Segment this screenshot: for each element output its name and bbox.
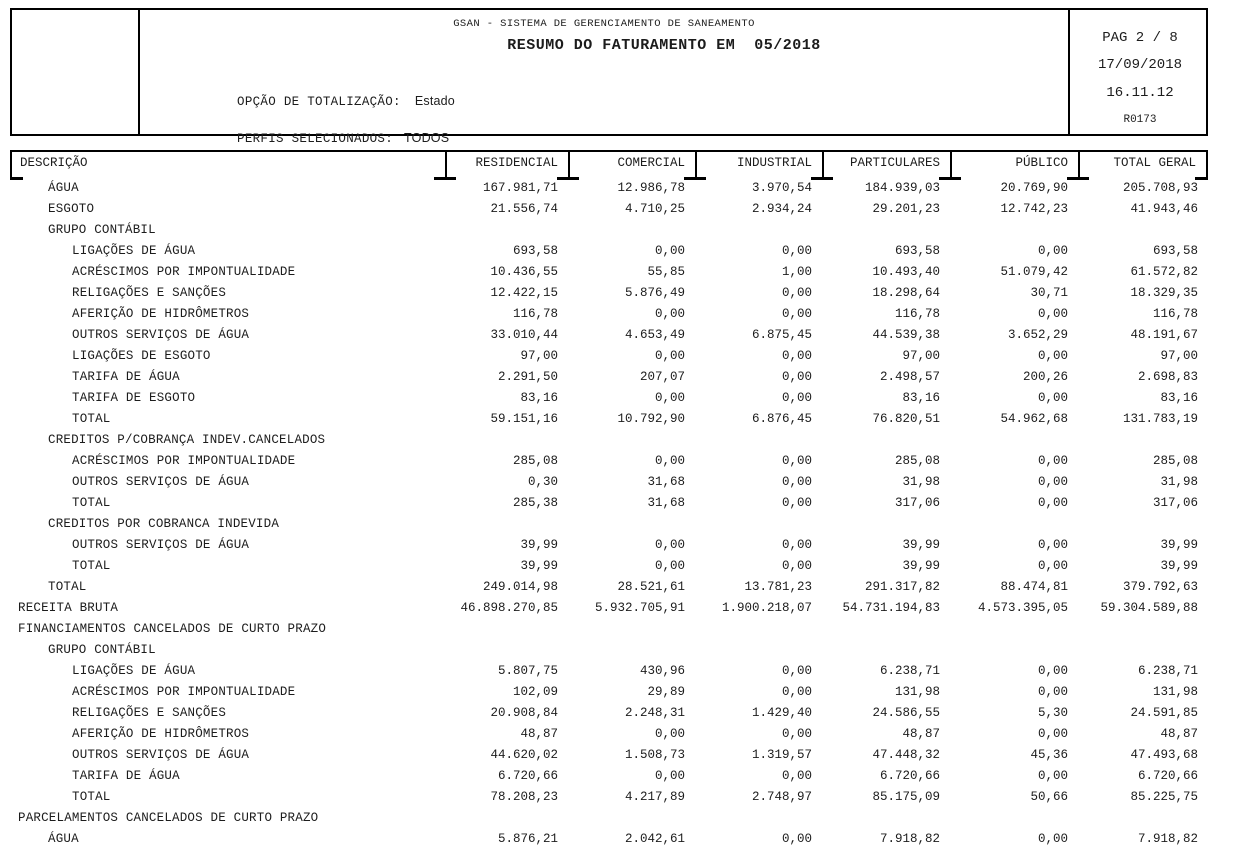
cell-residencial xyxy=(445,640,568,661)
report-time: 16.11.12 xyxy=(1106,85,1174,101)
table-row xyxy=(10,241,1208,262)
cell-industrial: 6.876,45 xyxy=(751,412,812,426)
row-label: ESGOTO xyxy=(48,202,95,216)
cell-publico: 0,00 xyxy=(1037,391,1068,405)
cell-industrial: 0,00 xyxy=(781,454,812,468)
cell-publico xyxy=(950,430,1078,451)
cell-residencial: 116,78 xyxy=(512,307,558,321)
cell-residencial: 5.807,75 xyxy=(497,664,558,678)
cell-comercial: 430,96 xyxy=(639,664,685,678)
cell-comercial: 0,00 xyxy=(654,244,685,258)
row-label: LIGAÇÕES DE ÁGUA xyxy=(72,664,196,678)
cell-publico: 0,00 xyxy=(1037,244,1068,258)
cell-industrial: 0,00 xyxy=(781,391,812,405)
cell-publico: 45,36 xyxy=(1030,748,1068,762)
cell-industrial: 1.429,40 xyxy=(751,706,812,720)
row-label: AFERIÇÃO DE HIDRÔMETROS xyxy=(72,307,250,321)
row-label: OUTROS SERVIÇOS DE ÁGUA xyxy=(72,328,250,342)
row-label: ÁGUA xyxy=(48,181,79,195)
table-row xyxy=(10,598,1208,619)
cell-residencial: 39,99 xyxy=(520,559,558,573)
table-row xyxy=(10,766,1208,787)
cell-particulares xyxy=(822,640,950,661)
table-row xyxy=(10,703,1208,724)
cell-comercial: 0,00 xyxy=(654,538,685,552)
cell-industrial: 0,00 xyxy=(781,727,812,741)
cell-industrial xyxy=(695,514,822,535)
cell-publico: 88.474,81 xyxy=(1000,580,1068,594)
cell-industrial: 0,00 xyxy=(781,685,812,699)
header-center-panel xyxy=(140,10,1068,146)
row-label: TOTAL xyxy=(72,790,111,804)
cell-residencial: 48,87 xyxy=(520,727,558,741)
cell-particulares: 291.317,82 xyxy=(864,580,940,594)
cell-residencial: 285,08 xyxy=(512,454,558,468)
cell-industrial: 6.875,45 xyxy=(751,328,812,342)
table-row xyxy=(10,388,1208,409)
table-row xyxy=(10,745,1208,766)
cell-industrial xyxy=(695,220,822,241)
cell-particulares: 693,58 xyxy=(894,244,940,258)
cell-particulares: 285,08 xyxy=(894,454,940,468)
cell-total-geral: 18.329,35 xyxy=(1130,286,1198,300)
table-row xyxy=(10,640,1208,661)
cell-particulares: 31,98 xyxy=(902,475,940,489)
cell-residencial: 0,30 xyxy=(527,475,558,489)
cell-publico: 51.079,42 xyxy=(1000,265,1068,279)
cell-residencial xyxy=(445,220,568,241)
cell-total-geral: 693,58 xyxy=(1152,244,1198,258)
table-row xyxy=(10,514,1208,535)
cell-comercial xyxy=(568,220,695,241)
cell-total-geral: 61.572,82 xyxy=(1130,265,1198,279)
cell-particulares: 39,99 xyxy=(902,559,940,573)
table-row xyxy=(10,430,1208,451)
cell-industrial: 0,00 xyxy=(781,244,812,258)
cell-industrial xyxy=(695,430,822,451)
cell-total-geral xyxy=(1078,514,1208,535)
cell-publico: 0,00 xyxy=(1037,475,1068,489)
cell-comercial: 12.986,78 xyxy=(617,181,685,195)
cell-publico: 0,00 xyxy=(1037,832,1068,846)
cell-comercial: 4.653,49 xyxy=(624,328,685,342)
cell-total-geral: 7.918,82 xyxy=(1137,832,1198,846)
cell-particulares: 24.586,55 xyxy=(872,706,940,720)
row-label: ACRÉSCIMOS POR IMPONTUALIDADE xyxy=(72,685,296,699)
cell-comercial xyxy=(568,640,695,661)
cell-publico xyxy=(950,619,1078,640)
cell-total-geral: 39,99 xyxy=(1160,559,1198,573)
cell-comercial: 207,07 xyxy=(639,370,685,384)
cell-residencial: 97,00 xyxy=(520,349,558,363)
cell-publico: 0,00 xyxy=(1037,769,1068,783)
row-label: CREDITOS P/COBRANÇA INDEV.CANCELADOS xyxy=(48,433,326,447)
cell-residencial: 44.620,02 xyxy=(490,748,558,762)
cell-particulares: 7.918,82 xyxy=(879,832,940,846)
cell-total-geral: 116,78 xyxy=(1152,307,1198,321)
table-row xyxy=(10,283,1208,304)
cell-particulares: 54.731.194,83 xyxy=(842,601,940,615)
cell-residencial: 5.876,21 xyxy=(497,832,558,846)
row-label: TARIFA DE ESGOTO xyxy=(72,391,196,405)
cell-publico: 0,00 xyxy=(1037,559,1068,573)
table-body xyxy=(10,178,1208,850)
column-header-residencial: RESIDENCIAL xyxy=(445,152,568,178)
system-title: GSAN - SISTEMA DE GERENCIAMENTO DE SANEAMENTO xyxy=(453,18,755,30)
row-label: GRUPO CONTÁBIL xyxy=(48,223,156,237)
cell-particulares: 116,78 xyxy=(894,307,940,321)
row-label: ÁGUA xyxy=(48,832,79,846)
table-row xyxy=(10,493,1208,514)
cell-comercial: 0,00 xyxy=(654,391,685,405)
cell-residencial: 59.151,16 xyxy=(490,412,558,426)
cell-comercial: 0,00 xyxy=(654,454,685,468)
cell-residencial: 2.291,50 xyxy=(497,370,558,384)
cell-residencial: 167.981,71 xyxy=(482,181,558,195)
cell-industrial: 2.748,97 xyxy=(751,790,812,804)
cell-total-geral: 6.720,66 xyxy=(1137,769,1198,783)
table-row xyxy=(10,325,1208,346)
cell-comercial: 4.710,25 xyxy=(624,202,685,216)
cell-industrial: 2.934,24 xyxy=(751,202,812,216)
cell-total-geral: 2.698,83 xyxy=(1137,370,1198,384)
cell-industrial xyxy=(695,808,822,829)
cell-residencial: 33.010,44 xyxy=(490,328,558,342)
cell-total-geral: 97,00 xyxy=(1160,349,1198,363)
cell-comercial: 28.521,61 xyxy=(617,580,685,594)
cell-industrial: 1.900.218,07 xyxy=(721,601,812,615)
column-header-particulares: PARTICULARES xyxy=(822,152,950,178)
cell-particulares: 47.448,32 xyxy=(872,748,940,762)
cell-comercial: 0,00 xyxy=(654,307,685,321)
cell-particulares xyxy=(822,220,950,241)
cell-publico: 54.962,68 xyxy=(1000,412,1068,426)
cell-total-geral: 83,16 xyxy=(1160,391,1198,405)
cell-particulares: 2.498,57 xyxy=(879,370,940,384)
profiles-value: TODOS xyxy=(404,131,450,145)
cell-particulares xyxy=(822,808,950,829)
cell-particulares: 76.820,51 xyxy=(872,412,940,426)
cell-comercial xyxy=(568,514,695,535)
cell-industrial: 3.970,54 xyxy=(751,181,812,195)
cell-publico xyxy=(950,640,1078,661)
cell-total-geral: 205.708,93 xyxy=(1122,181,1198,195)
cell-publico: 0,00 xyxy=(1037,727,1068,741)
cell-particulares: 85.175,09 xyxy=(872,790,940,804)
cell-residencial: 20.908,84 xyxy=(490,706,558,720)
cell-residencial xyxy=(445,514,568,535)
cell-publico: 0,00 xyxy=(1037,454,1068,468)
cell-total-geral xyxy=(1078,619,1208,640)
table-row xyxy=(10,409,1208,430)
cell-comercial xyxy=(568,808,695,829)
cell-industrial: 0,00 xyxy=(781,370,812,384)
column-header-total-geral: TOTAL GERAL xyxy=(1078,152,1208,178)
table-row xyxy=(10,619,1208,640)
cell-total-geral xyxy=(1078,640,1208,661)
table-row xyxy=(10,829,1208,850)
row-label: TOTAL xyxy=(72,496,111,510)
cell-residencial xyxy=(445,808,568,829)
row-label: GRUPO CONTÁBIL xyxy=(48,643,156,657)
table-row xyxy=(10,661,1208,682)
row-label: TOTAL xyxy=(48,580,87,594)
cell-publico: 0,00 xyxy=(1037,685,1068,699)
row-label: RELIGAÇÕES E SANÇÕES xyxy=(72,706,227,720)
cell-publico: 3.652,29 xyxy=(1007,328,1068,342)
cell-residencial: 6.720,66 xyxy=(497,769,558,783)
cell-residencial: 21.556,74 xyxy=(490,202,558,216)
table-row xyxy=(10,199,1208,220)
table-row xyxy=(10,808,1208,829)
row-label: RELIGAÇÕES E SANÇÕES xyxy=(72,286,227,300)
cell-residencial: 12.422,15 xyxy=(490,286,558,300)
cell-industrial: 1,00 xyxy=(781,265,812,279)
table-row xyxy=(10,346,1208,367)
cell-industrial: 0,00 xyxy=(781,538,812,552)
cell-total-geral: 379.792,63 xyxy=(1122,580,1198,594)
row-label: TARIFA DE ÁGUA xyxy=(72,769,180,783)
cell-comercial: 4.217,89 xyxy=(624,790,685,804)
column-header-industrial: INDUSTRIAL xyxy=(695,152,822,178)
cell-publico: 20.769,90 xyxy=(1000,181,1068,195)
cell-total-geral: 131.783,19 xyxy=(1122,412,1198,426)
table-row xyxy=(10,472,1208,493)
cell-comercial: 0,00 xyxy=(654,727,685,741)
cell-total-geral: 39,99 xyxy=(1160,538,1198,552)
table-header-row xyxy=(10,152,1208,178)
cell-publico: 5,30 xyxy=(1037,706,1068,720)
report-code: R0173 xyxy=(1123,114,1157,126)
page-indicator: PAG 2 / 8 xyxy=(1102,30,1178,46)
row-label: LIGAÇÕES DE ÁGUA xyxy=(72,244,196,258)
row-label: PARCELAMENTOS CANCELADOS DE CURTO PRAZO xyxy=(18,811,319,825)
table-row xyxy=(10,178,1208,199)
cell-industrial: 0,00 xyxy=(781,307,812,321)
cell-total-geral: 48,87 xyxy=(1160,727,1198,741)
cell-particulares: 18.298,64 xyxy=(872,286,940,300)
cell-comercial xyxy=(568,619,695,640)
cell-industrial: 1.319,57 xyxy=(751,748,812,762)
cell-total-geral: 47.493,68 xyxy=(1130,748,1198,762)
cell-industrial xyxy=(695,619,822,640)
row-label: TOTAL xyxy=(72,559,111,573)
cell-particulares: 10.493,40 xyxy=(872,265,940,279)
cell-comercial: 5.876,49 xyxy=(624,286,685,300)
cell-publico: 12.742,23 xyxy=(1000,202,1068,216)
cell-publico xyxy=(950,514,1078,535)
column-header-comercial: COMERCIAL xyxy=(568,152,695,178)
table-row xyxy=(10,787,1208,808)
cell-publico: 50,66 xyxy=(1030,790,1068,804)
row-label: RECEITA BRUTA xyxy=(18,601,119,615)
cell-total-geral: 285,08 xyxy=(1152,454,1198,468)
row-label: FINANCIAMENTOS CANCELADOS DE CURTO PRAZO xyxy=(18,622,327,636)
cell-comercial: 0,00 xyxy=(654,769,685,783)
cell-comercial: 2.042,61 xyxy=(624,832,685,846)
cell-comercial: 29,89 xyxy=(647,685,685,699)
cell-publico: 30,71 xyxy=(1030,286,1068,300)
cell-comercial: 2.248,31 xyxy=(624,706,685,720)
cell-total-geral: 48.191,67 xyxy=(1130,328,1198,342)
table-row xyxy=(10,577,1208,598)
cell-comercial: 31,68 xyxy=(647,496,685,510)
cell-comercial: 0,00 xyxy=(654,349,685,363)
totalization-label: OPÇÃO DE TOTALIZAÇÃO: xyxy=(237,95,401,109)
cell-publico: 0,00 xyxy=(1037,349,1068,363)
cell-comercial: 31,68 xyxy=(647,475,685,489)
cell-particulares xyxy=(822,430,950,451)
table-row xyxy=(10,682,1208,703)
table-row xyxy=(10,220,1208,241)
cell-particulares xyxy=(822,619,950,640)
cell-particulares: 6.720,66 xyxy=(879,769,940,783)
cell-particulares: 39,99 xyxy=(902,538,940,552)
cell-industrial: 0,00 xyxy=(781,475,812,489)
cell-particulares: 6.238,71 xyxy=(879,664,940,678)
table-row xyxy=(10,535,1208,556)
cell-total-geral: 131,98 xyxy=(1152,685,1198,699)
cell-publico xyxy=(950,220,1078,241)
cell-total-geral: 59.304.589,88 xyxy=(1100,601,1198,615)
cell-total-geral: 85.225,75 xyxy=(1130,790,1198,804)
cell-residencial: 249.014,98 xyxy=(482,580,558,594)
cell-total-geral xyxy=(1078,430,1208,451)
row-label: OUTROS SERVIÇOS DE ÁGUA xyxy=(72,475,250,489)
cell-comercial: 55,85 xyxy=(647,265,685,279)
cell-publico: 200,26 xyxy=(1022,370,1068,384)
cell-particulares: 131,98 xyxy=(894,685,940,699)
row-label: OUTROS SERVIÇOS DE ÁGUA xyxy=(72,748,250,762)
column-header-descricao: DESCRIÇÃO xyxy=(10,152,445,178)
totalization-value: Estado xyxy=(414,94,455,108)
table-row xyxy=(10,304,1208,325)
cell-publico: 4.573.395,05 xyxy=(977,601,1068,615)
cell-industrial: 0,00 xyxy=(781,286,812,300)
cell-residencial xyxy=(445,430,568,451)
cell-industrial: 0,00 xyxy=(781,664,812,678)
cell-industrial: 0,00 xyxy=(781,832,812,846)
cell-comercial: 1.508,73 xyxy=(624,748,685,762)
cell-particulares: 97,00 xyxy=(902,349,940,363)
cell-particulares xyxy=(822,514,950,535)
cell-residencial: 39,99 xyxy=(520,538,558,552)
cell-residencial: 10.436,55 xyxy=(490,265,558,279)
cell-total-geral xyxy=(1078,220,1208,241)
table-row xyxy=(10,724,1208,745)
row-label: LIGAÇÕES DE ESGOTO xyxy=(72,349,211,363)
profiles-label: PERFIS SELECIONADOS: xyxy=(237,132,394,146)
table-row xyxy=(10,556,1208,577)
cell-publico: 0,00 xyxy=(1037,496,1068,510)
cell-industrial: 0,00 xyxy=(781,496,812,510)
cell-publico: 0,00 xyxy=(1037,538,1068,552)
cell-particulares: 317,06 xyxy=(894,496,940,510)
column-header-publico: PÚBLICO xyxy=(950,152,1078,178)
cell-comercial: 10.792,90 xyxy=(617,412,685,426)
cell-industrial xyxy=(695,640,822,661)
header-right-panel xyxy=(1070,10,1210,134)
report-header-box xyxy=(10,8,1208,146)
cell-industrial: 13.781,23 xyxy=(744,580,812,594)
table-row xyxy=(10,451,1208,472)
row-label: ACRÉSCIMOS POR IMPONTUALIDADE xyxy=(72,454,296,468)
cell-total-geral xyxy=(1078,808,1208,829)
report-date: 17/09/2018 xyxy=(1097,57,1182,73)
table-row xyxy=(10,367,1208,388)
cell-industrial: 0,00 xyxy=(781,769,812,783)
cell-residencial: 693,58 xyxy=(512,244,558,258)
billing-summary-table xyxy=(10,150,1208,850)
report-title: RESUMO DO FATURAMENTO EM 05/2018 xyxy=(507,37,821,54)
cell-particulares: 29.201,23 xyxy=(872,202,940,216)
cell-residencial: 83,16 xyxy=(520,391,558,405)
cell-total-geral: 31,98 xyxy=(1160,475,1198,489)
cell-particulares: 83,16 xyxy=(902,391,940,405)
cell-total-geral: 6.238,71 xyxy=(1137,664,1198,678)
cell-publico: 0,00 xyxy=(1037,307,1068,321)
cell-comercial xyxy=(568,430,695,451)
cell-particulares: 48,87 xyxy=(902,727,940,741)
row-label: ACRÉSCIMOS POR IMPONTUALIDADE xyxy=(72,265,296,279)
row-label: CREDITOS POR COBRANCA INDEVIDA xyxy=(48,517,280,531)
cell-residencial: 46.898.270,85 xyxy=(460,601,558,615)
cell-comercial: 5.932.705,91 xyxy=(594,601,685,615)
cell-publico: 0,00 xyxy=(1037,664,1068,678)
row-label: TARIFA DE ÁGUA xyxy=(72,370,180,384)
cell-residencial: 285,38 xyxy=(512,496,558,510)
cell-particulares: 184.939,03 xyxy=(864,181,940,195)
cell-residencial: 102,09 xyxy=(512,685,558,699)
cell-total-geral: 41.943,46 xyxy=(1130,202,1198,216)
row-label: AFERIÇÃO DE HIDRÔMETROS xyxy=(72,727,250,741)
cell-particulares: 44.539,38 xyxy=(872,328,940,342)
row-label: TOTAL xyxy=(72,412,111,426)
cell-total-geral: 317,06 xyxy=(1152,496,1198,510)
cell-comercial: 0,00 xyxy=(654,559,685,573)
cell-publico xyxy=(950,808,1078,829)
cell-residencial xyxy=(445,619,568,640)
table-row xyxy=(10,262,1208,283)
cell-total-geral: 24.591,85 xyxy=(1130,706,1198,720)
cell-industrial: 0,00 xyxy=(781,349,812,363)
cell-residencial: 78.208,23 xyxy=(490,790,558,804)
row-label: OUTROS SERVIÇOS DE ÁGUA xyxy=(72,538,250,552)
cell-industrial: 0,00 xyxy=(781,559,812,573)
